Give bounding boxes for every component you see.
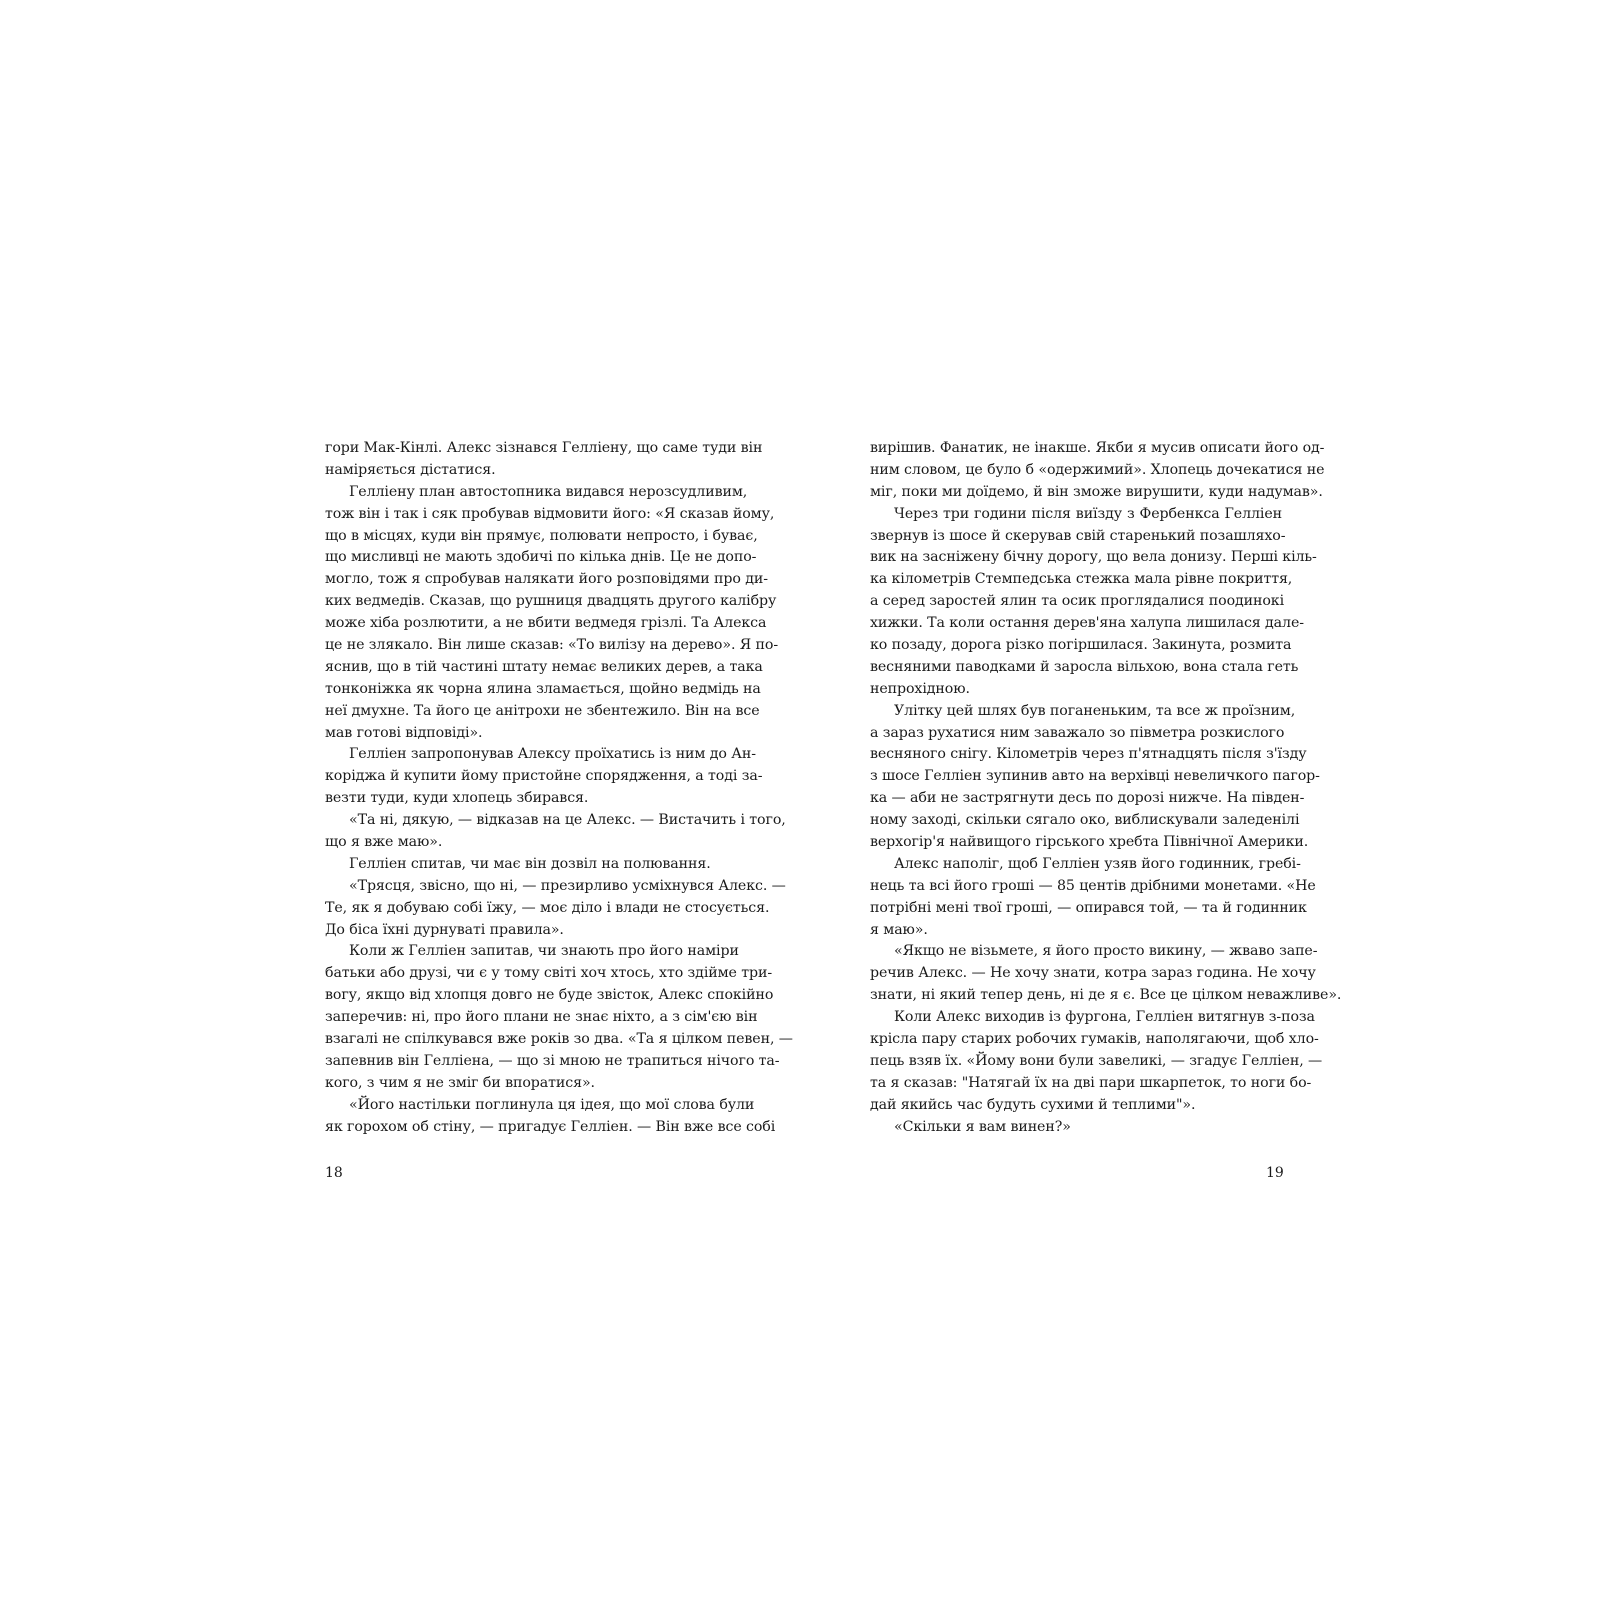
text-line: коріджа й купити йому пристойне спорядження, а тоді за-: [325, 768, 763, 785]
text-line: що мисливці не мають здобичі по кілька днів. Це не допо-: [325, 549, 757, 566]
text-line: може хіба розлютити, а не вбити ведмедя грізлі. Та Алекса: [325, 615, 767, 632]
text-line: кого, з чим я не зміг би впоратися».: [325, 1074, 595, 1091]
text-line: ко позаду, дорога різко погіршилася. Закинута, розмита: [870, 637, 1292, 654]
text-line: а зараз рухатися ним заважало зо півметра розкислого: [870, 724, 1285, 741]
text-line: знати, ні який тепер день, ні де я є. Все це цілком неважливе».: [870, 987, 1342, 1004]
text-line: потрібні мені твої гроші, — опирався той, — та й годинник: [870, 899, 1307, 916]
text-line: Через три години після виїзду з Фербенкса Гелліен: [894, 505, 1282, 522]
text-line: крісла пару старих робочих гумаків, наполягаючи, щоб хло-: [870, 1031, 1319, 1048]
text-line: яснив, що в тій частині штату немає великих дерев, а така: [325, 658, 763, 675]
text-line: ному заході, скільки сягало око, виблискували заледенілі: [870, 812, 1300, 829]
text-line: могло, тож я спробував налякати його розповідями про ди-: [325, 571, 768, 588]
text-line: наміряється дістатися.: [325, 461, 496, 478]
text-line: батьки або друзі, чи є у тому світі хоч хтось, хто здійме три-: [325, 965, 773, 982]
text-line: «Трясця, звісно, що ні, — презирливо усміхнувся Алекс. —: [349, 877, 786, 894]
text-line: заперечив: ні, про його плани не знає ніхто, а з сім'єю він: [325, 1009, 758, 1026]
text-line: хижки. Та коли остання дерев'яна халупа лишилася дале-: [870, 615, 1304, 632]
text-line: неї дмухне. Та його це анітрохи не збентежило. Він на все: [325, 702, 760, 719]
text-line: ка кілометрів Стемпедська стежка мала рівне покриття,: [870, 571, 1293, 588]
text-line: «Якщо не візьмете, я його просто викину, — жваво запе-: [894, 943, 1318, 960]
text-line: вик на засніжену бічну дорогу, що вела донизу. Перші кіль-: [870, 549, 1317, 566]
text-line: гори Мак-Кінлі. Алекс зізнався Гелліену, що саме туди він: [325, 440, 763, 456]
text-line: нець та всі його гроші — 85 центів дрібними монетами. «Не: [870, 877, 1316, 894]
text-line: верхогір'я найвищого гірського хребта Північної Америки.: [870, 834, 1309, 851]
text-line: Гелліен запропонував Алексу проїхатись із ним до Ан-: [349, 746, 756, 763]
text-line: везти туди, куди хлопець збирався.: [325, 790, 589, 807]
text-line: дай якийсь час будуть сухими й теплими"».: [870, 1096, 1196, 1113]
text-line: звернув із шосе й скерував свій старенький позашляхо-: [870, 527, 1286, 544]
text-line: та я сказав: "Натягай їх на дві пари шкарпеток, то ноги бо-: [870, 1074, 1312, 1091]
text-line: мав готові відповіді».: [325, 724, 483, 741]
text-line: запевнив він Гелліена, — що зі мною не трапиться нічого та-: [325, 1052, 780, 1069]
text-line: вирішив. Фанатик, не інакше. Якби я мусив описати його од-: [870, 440, 1325, 456]
text-line: я маю».: [870, 921, 928, 938]
text-line: Улітку цей шлях був поганеньким, та все ж проїзним,: [894, 702, 1296, 719]
text-line: ним словом, це було б «одержимий». Хлопець дочекатися не: [870, 461, 1325, 478]
text-line: ких ведмедів. Сказав, що рушниця двадцять другого калібру: [325, 593, 777, 610]
text-line: Те, як я добуваю собі їжу, — моє діло і влади не стосується.: [325, 899, 770, 916]
text-line: ка — аби не застрягнути десь по дорозі нижче. На півден-: [870, 790, 1305, 807]
text-line: це не злякало. Він лише сказав: «То вилізу на дерево». Я по-: [325, 637, 779, 654]
text-line: взагалі не спілкувався вже років зо два. «Та я цілком певен, —: [325, 1031, 793, 1048]
text-line: що в місцях, куди він прямує, полювати непросто, і буває,: [325, 527, 758, 544]
text-line: а серед заростей ялин та осик проглядалися поодинокі: [870, 593, 1285, 610]
text-line: До біса їхні дурнуваті правила».: [325, 921, 564, 938]
text-line: тож він і так і сяк пробував відмовити його: «Я сказав йому,: [325, 505, 775, 522]
text-line: Коли ж Гелліен запитав, чи знають про його наміри: [349, 943, 739, 960]
left-page-number: 18: [325, 1165, 343, 1181]
text-line: з шосе Гелліен зупинив авто на верхівці невеличкого пагор-: [870, 768, 1320, 785]
text-line: вогу, якщо від хлопця довго не буде звісток, Алекс спокійно: [325, 987, 774, 1004]
text-line: «Його настільки поглинула ця ідея, що мої слова були: [349, 1096, 755, 1113]
text-line: як горохом об стіну, — пригадує Гелліен. — Він вже все собі: [325, 1118, 776, 1135]
text-line: непрохідною.: [870, 680, 970, 697]
text-line: Алекс наполіг, щоб Гелліен узяв його годинник, гребі-: [894, 855, 1301, 872]
text-line: Гелліен спитав, чи має він дозвіл на полювання.: [349, 855, 711, 872]
text-line: Коли Алекс виходив із фургона, Гелліен витягнув з-поза: [894, 1009, 1315, 1026]
text-line: міг, поки ми доїдемо, й він зможе вирушити, куди надумав».: [870, 483, 1323, 500]
text-line: «Скільки я вам винен?»: [894, 1118, 1071, 1135]
text-line: Гелліену план автостопника видався нерозсудливим,: [349, 483, 748, 500]
left-page-text: [325, 438, 793, 1139]
right-page-number: 19: [1266, 1165, 1284, 1181]
text-line: весняними паводками й заросла вільхою, вона стала геть: [870, 658, 1299, 675]
text-line: весняного снігу. Кілометрів через п'ятнадцять після з'їзду: [870, 746, 1307, 763]
text-line: пець взяв їх. «Йому вони були завеликі, — згадує Гелліен, —: [870, 1052, 1323, 1069]
right-page-text: [870, 438, 1342, 1139]
text-line: що я вже маю».: [325, 834, 443, 851]
text-line: речив Алекс. — Не хочу знати, котра зараз година. Не хочу: [870, 965, 1316, 982]
text-line: «Та ні, дякую, — відказав на це Алекс. — Вистачить і того,: [349, 812, 786, 829]
text-line: тонконіжка як чорна ялина зламається, щойно ведмідь на: [325, 680, 761, 697]
